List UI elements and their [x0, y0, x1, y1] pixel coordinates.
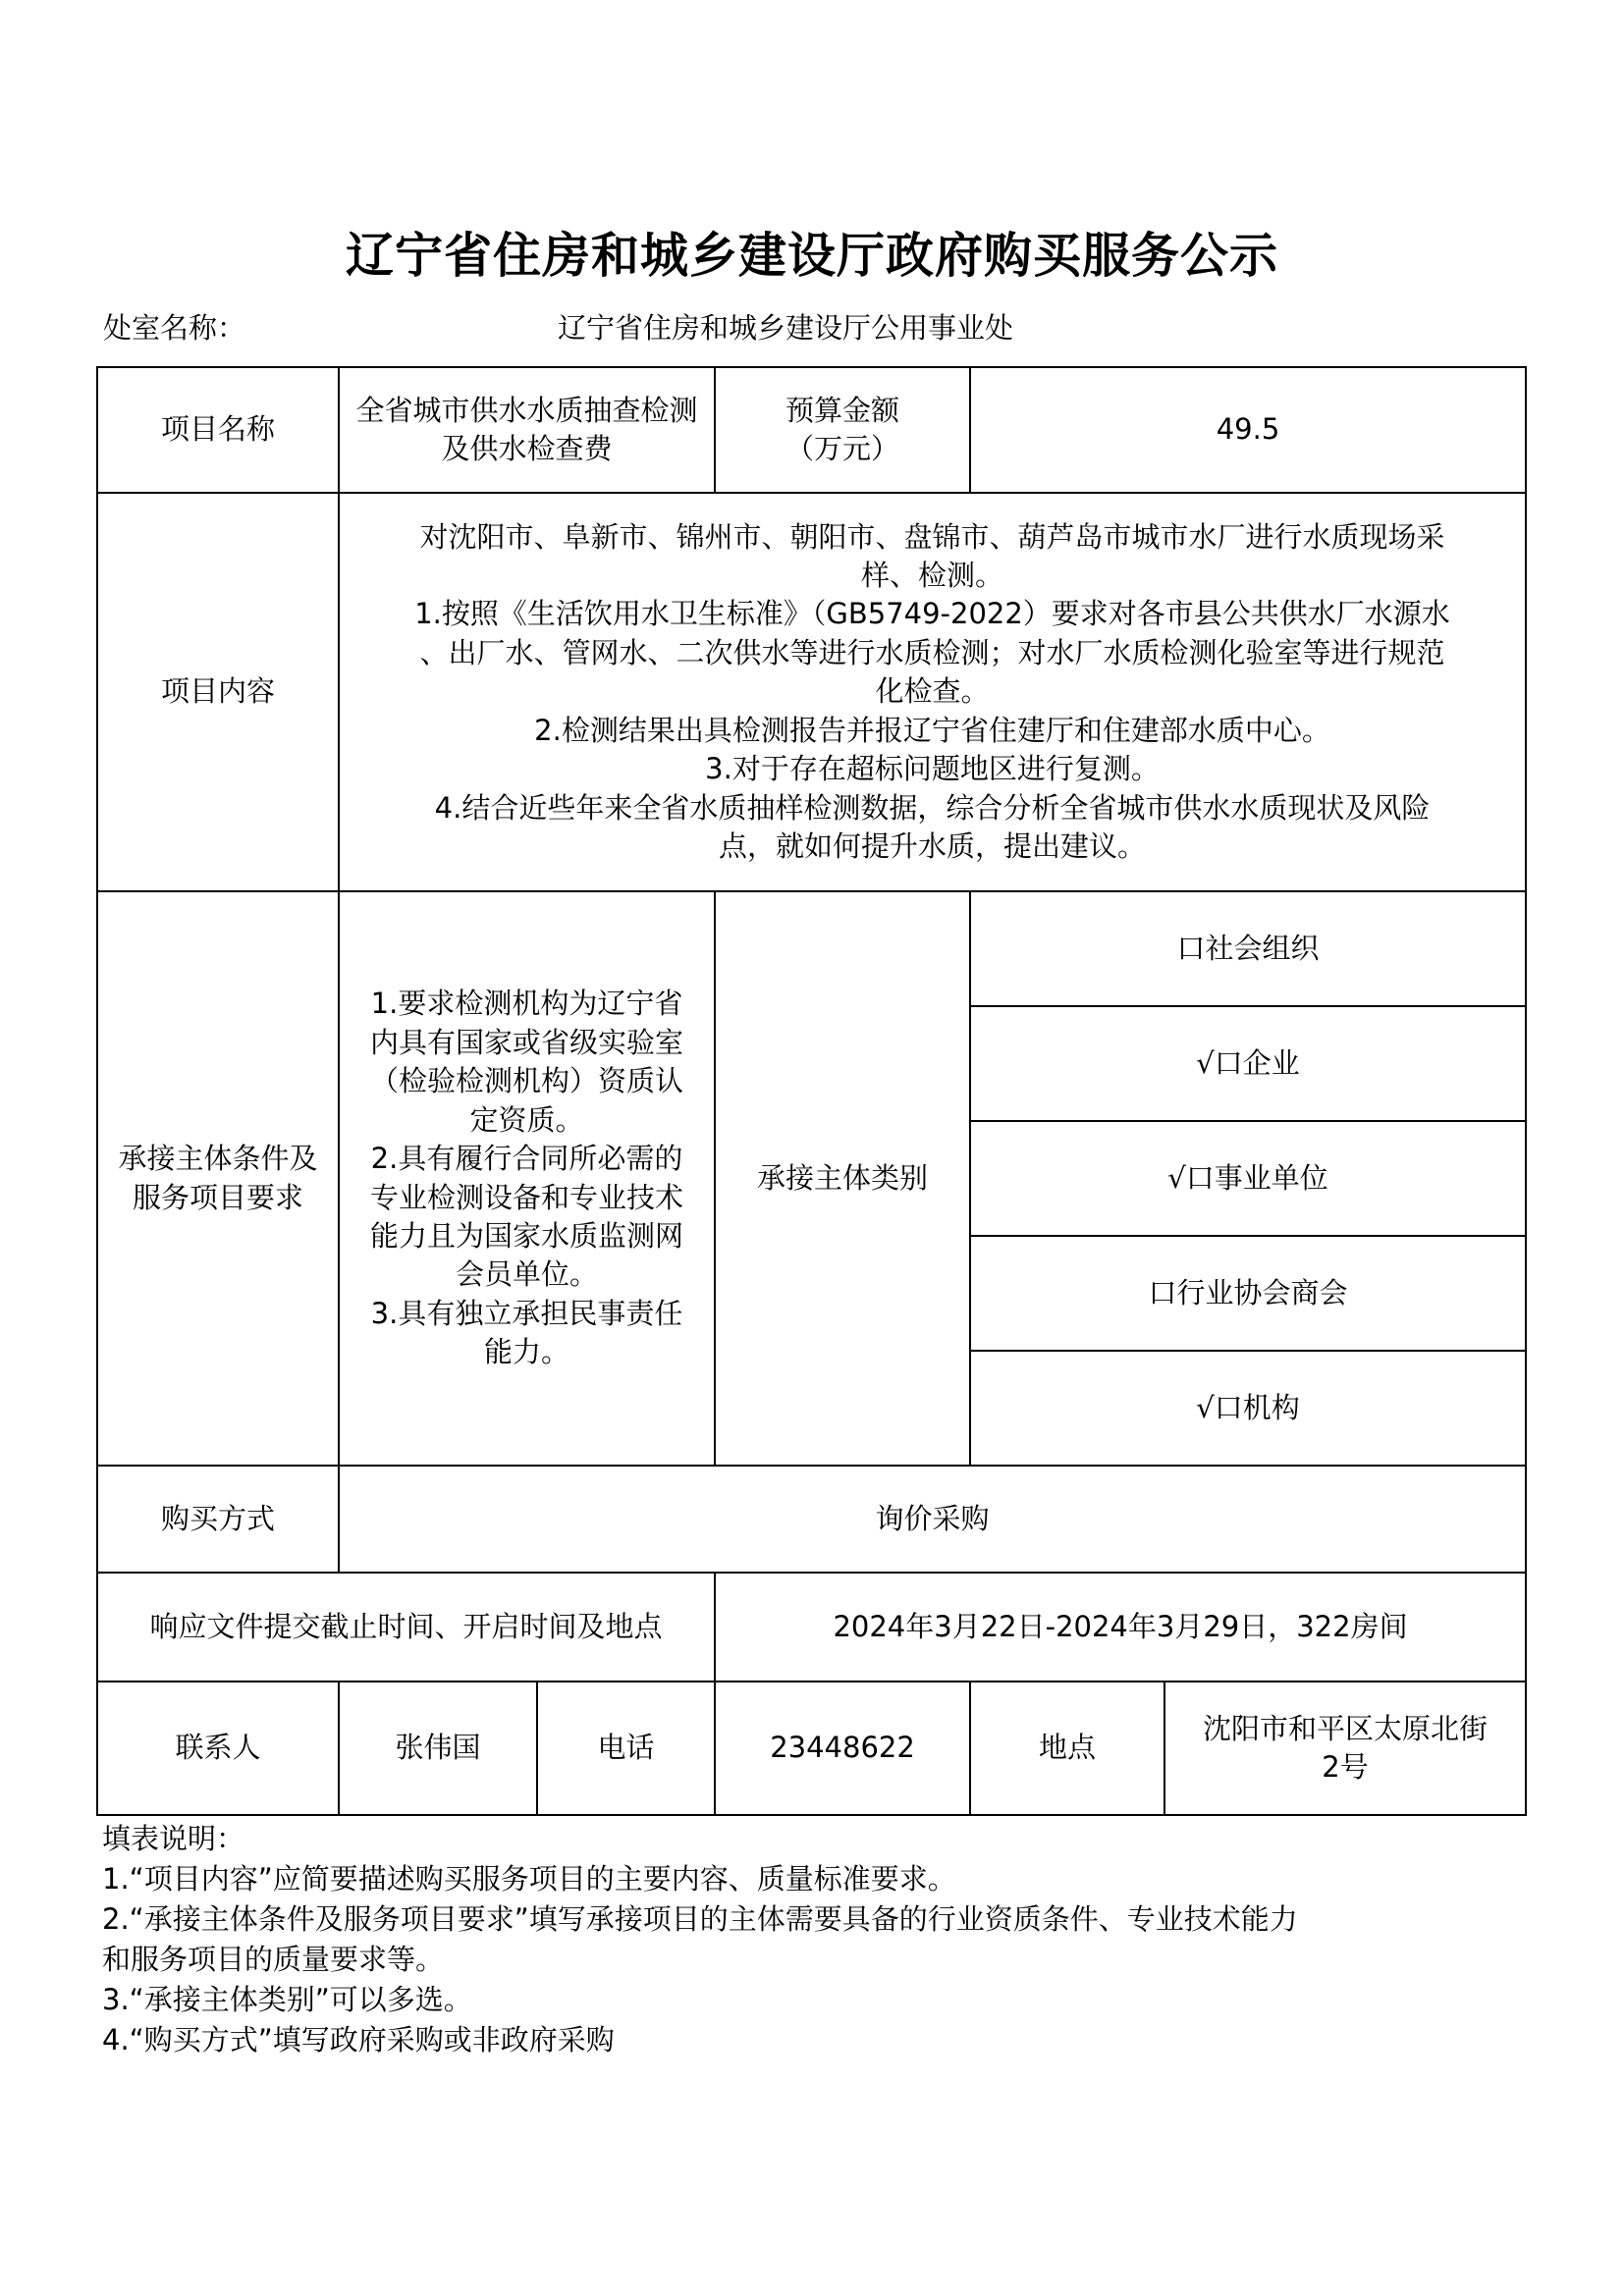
form-notes: [102, 1819, 1298, 2060]
content-line: 4.结合近些年来全省水质抽样检测数据，综合分析全省城市供水水质现状及风险: [434, 790, 1431, 825]
purchase-label: 购买方式: [97, 1466, 339, 1573]
contact-person-value: 张伟国: [339, 1682, 537, 1815]
category-option-enterprise: √口企业: [970, 1006, 1526, 1121]
content-line: 点，就如何提升水质，提出建议。: [719, 829, 1147, 864]
deadline-label: 响应文件提交截止时间、开启时间及地点: [97, 1573, 715, 1682]
requirement-line: 定资质。: [469, 1102, 584, 1137]
content-line: 样、检测。: [861, 558, 1004, 592]
project-name-label: 项目名称: [97, 367, 339, 493]
project-row: [97, 367, 1526, 493]
project-name-value: 全省城市供水水质抽查检测及供水检查费: [339, 367, 715, 493]
requirement-line: 能力且为国家水质监测网: [370, 1218, 684, 1253]
category-option-public-institution: √口事业单位: [970, 1121, 1526, 1236]
budget-label-line1: 预算金额: [785, 393, 900, 427]
contact-address-value: [1164, 1682, 1526, 1815]
note-line: 4.“购买方式”填写政府采购或非政府采购: [102, 2023, 615, 2056]
note-line: 2.“承接主体条件及服务项目要求”填写承接项目的主体需要具备的行业资质条件、专业技术能力: [102, 1902, 1298, 1936]
department-label: 处室名称：: [103, 311, 246, 345]
budget-value: 49.5: [970, 367, 1526, 493]
requirements-label: [97, 891, 339, 1466]
requirements-label-line1: 承接主体条件及: [118, 1142, 318, 1176]
content-line: 1.按照《生活饮用水卫生标准》（GB5749-2022）要求对各市县公共供水厂水源水: [414, 597, 1450, 631]
content-text: [339, 493, 1526, 891]
requirements-row: [97, 891, 1526, 1006]
notice-table: [96, 366, 1527, 1816]
category-option-social-org: 口社会组织: [970, 891, 1526, 1006]
contact-person-label: 联系人: [97, 1682, 339, 1815]
note-line: 1.“项目内容”应简要描述购买服务项目的主要内容、质量标准要求。: [102, 1862, 956, 1896]
requirement-line: 专业检测设备和专业技术: [370, 1180, 684, 1214]
requirement-line: （检验检测机构）资质认: [370, 1064, 684, 1098]
purchase-value: 询价采购: [339, 1466, 1526, 1573]
content-line: 2.检测结果出具检测报告并报辽宁省住建厅和住建部水质中心。: [534, 713, 1330, 747]
purchase-row: [97, 1466, 1526, 1573]
note-line: 和服务项目的质量要求等。: [102, 1943, 445, 1976]
requirement-line: 3.具有独立承担民事责任: [370, 1296, 683, 1330]
contact-phone-label: 电话: [537, 1682, 715, 1815]
content-label: 项目内容: [97, 493, 339, 891]
requirements-text: [339, 891, 715, 1466]
budget-label: [715, 367, 970, 493]
category-label: 承接主体类别: [715, 891, 970, 1466]
deadline-value: 2024年3月22日-2024年3月29日，322房间: [715, 1573, 1526, 1682]
requirement-line: 能力。: [484, 1335, 570, 1369]
page-title: 辽宁省住房和城乡建设厅政府购买服务公示: [345, 228, 1278, 284]
requirement-line: 会员单位。: [456, 1257, 599, 1292]
budget-label-line2: （万元）: [785, 432, 900, 465]
content-line: 对沈阳市、阜新市、锦州市、朝阳市、盘锦市、葫芦岛市城市水厂进行水质现场采: [419, 519, 1445, 554]
department-value: 辽宁省住房和城乡建设厅公用事业处: [558, 311, 1014, 345]
contact-phone-value: 23448622: [715, 1682, 970, 1815]
contact-address-line2: 2号: [1322, 1750, 1369, 1784]
requirements-label-line2: 服务项目要求: [132, 1180, 303, 1214]
content-line: 化检查。: [875, 674, 990, 709]
requirement-line: 1.要求检测机构为辽宁省: [370, 987, 683, 1021]
category-option-organization: √口机构: [970, 1351, 1526, 1466]
content-line: 、出厂水、管网水、二次供水等进行水质检测；对水厂水质检测化验室等进行规范: [419, 635, 1445, 669]
requirement-line: 内具有国家或省级实验室: [370, 1025, 684, 1059]
contact-address-label: 地点: [970, 1682, 1164, 1815]
contact-address-line1: 沈阳市和平区太原北街: [1203, 1711, 1489, 1745]
category-option-industry-association: 口行业协会商会: [970, 1236, 1526, 1351]
note-line: 3.“承接主体类别”可以多选。: [102, 1983, 472, 2016]
content-row: [97, 493, 1526, 891]
contact-row: [97, 1682, 1526, 1815]
deadline-row: [97, 1573, 1526, 1682]
requirement-line: 2.具有履行合同所必需的: [370, 1142, 683, 1176]
notes-heading: 填表说明：: [102, 1822, 245, 1855]
content-line: 3.对于存在超标问题地区进行复测。: [705, 752, 1160, 786]
